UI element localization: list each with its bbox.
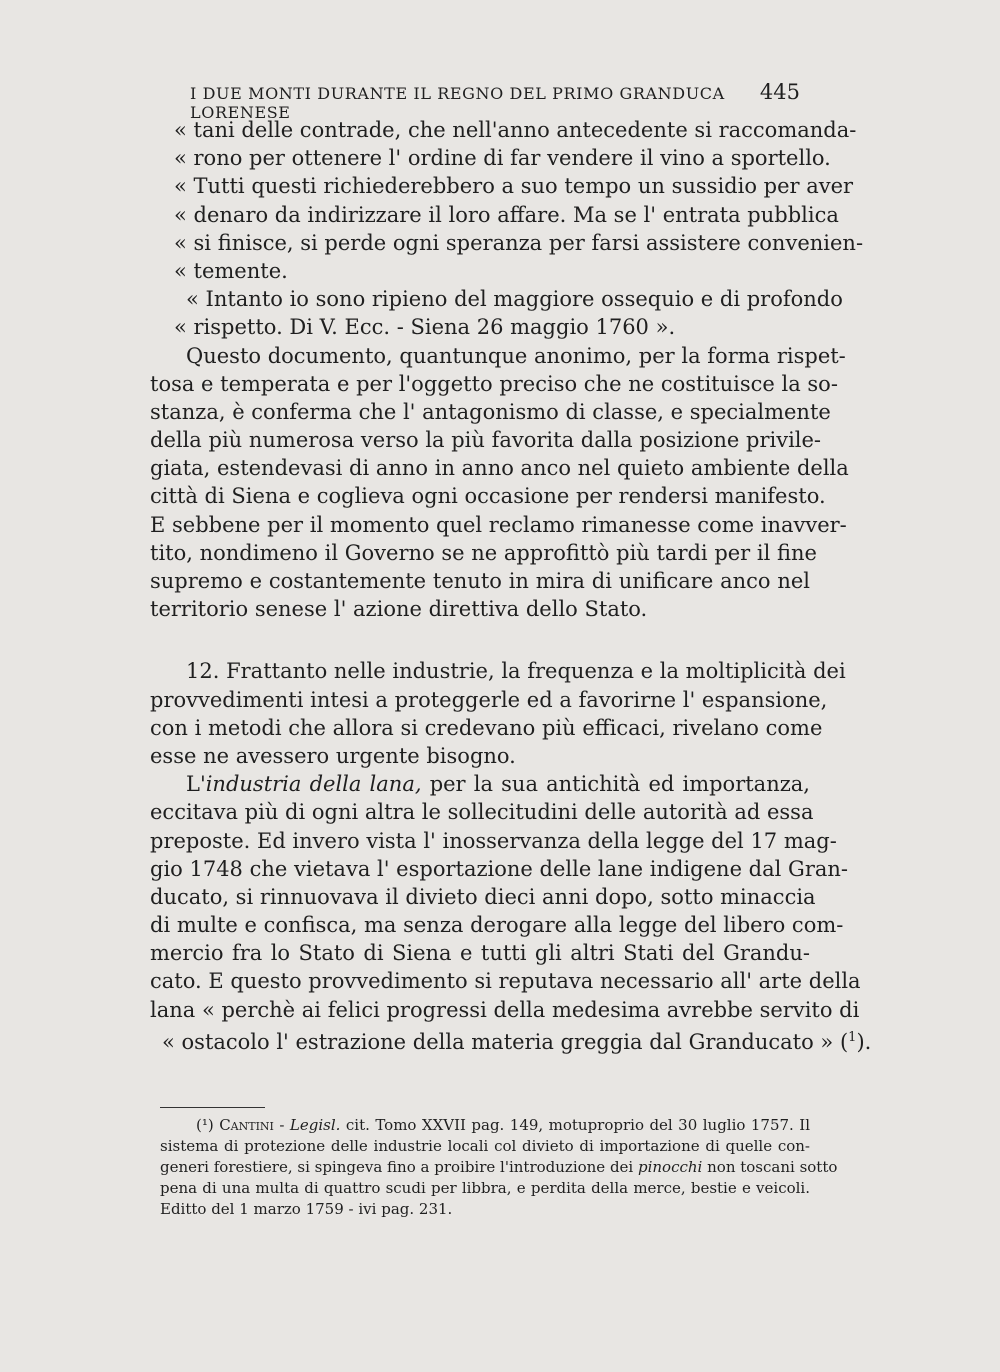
footnote-author: Cantini — [219, 1116, 274, 1134]
text-line: eccitava più di ogni altra le sollecitudini delle autorità ad essa — [150, 800, 814, 825]
italic-term: pinocchi — [638, 1158, 703, 1176]
text-line: supremo e costantemente tenuto in mira di unificare anco nel — [150, 569, 810, 593]
text-line: territorio senese l' azione direttiva dello Stato. — [150, 597, 648, 622]
text-line: città di Siena e coglieva ogni occasione per rendersi manifesto. — [150, 484, 826, 509]
text-line: esse ne avessero urgente bisogno. — [150, 743, 516, 768]
footnote-line: generi forestiere, si spingeva fino a proibire l'introduzione dei pinocchi non toscani sotto — [160, 1158, 838, 1176]
text-line: « denaro da indirizzare il loro affare. Ma se l' entrata pubblica — [174, 202, 839, 227]
text-line: « Tutti questi richiederebbero a suo tempo un sussidio per aver — [174, 174, 854, 199]
footnote-rule — [160, 1107, 265, 1108]
text-line: L'industria della lana, per la sua antichità ed importanza, — [186, 772, 810, 797]
paragraph-commentary — [150, 342, 849, 624]
text-line: gio 1748 che vietava l' esportazione delle lane indigene dal Gran- — [150, 856, 848, 881]
text-line: cato. E questo provvedimento si reputava necessario all' arte della — [150, 969, 861, 994]
text-line: della più numerosa verso la più favorita dalla posizione privile- — [150, 428, 822, 453]
text-line: mercio fra lo Stato di Siena e tutti gli altri Stati del Grandu- — [150, 941, 810, 966]
footnote-line: Editto del 1 marzo 1759 - ivi pag. 231. — [160, 1200, 453, 1218]
quoted-letter — [150, 116, 864, 285]
text-line: di multe e confisca, ma senza derogare alla legge del libero com- — [150, 913, 844, 938]
footnote-work: Legisl. — [289, 1116, 341, 1134]
text-line: Questo documento, quantunque anonimo, per la forma rispet- — [186, 343, 846, 368]
footnote-line: pena di una multa di quattro scudi per libbra, e perdita della merce, bestie e veicoli. — [160, 1179, 810, 1197]
text-line: « ostacolo l' estrazione della materia greggia dal Granducato » ($^1$). — [162, 1029, 872, 1054]
footnote-reference: 1 — [848, 1029, 857, 1045]
text-line: tito, nondimeno il Governo se ne approfittò più tardi per il fine — [150, 540, 817, 565]
footnote-line: (¹) Cantini - Legisl. cit. Tomo XXVII pag. 149, motuproprio del 30 luglio 1757. Il — [196, 1116, 811, 1134]
text-line: 12. Frattanto nelle industrie, la frequenza e la moltiplicità dei — [186, 659, 846, 684]
text-line: tosa e temperata e per l'oggetto preciso che ne costituisce la so- — [150, 371, 838, 396]
text-line: provvedimenti intesi a proteggerle ed a favorirne l' espansione, — [150, 687, 828, 712]
page-number: 445 — [759, 80, 800, 104]
main-text — [150, 116, 872, 1054]
text-line: « rispetto. Di V. Ecc. - Siena 26 maggio 1760 ». — [174, 315, 676, 340]
text-line: « si finisce, si perde ogni speranza per farsi assistere convenien- — [174, 230, 864, 255]
text-line: « temente. — [174, 258, 288, 283]
text-line: giata, estendevasi di anno in anno anco nel quieto ambiente della — [150, 456, 849, 481]
section-gap — [150, 623, 810, 657]
italic-term: industria della lana, — [205, 772, 422, 797]
text-line: E sebbene per il momento quel reclamo rimanesse come inavver- — [150, 512, 847, 537]
text-line: con i metodi che allora si credevano più efficaci, rivelano come — [150, 715, 823, 740]
text-line: preposte. Ed invero vista l' inosservanza della legge del 17 mag- — [150, 828, 837, 853]
text-line: « tani delle contrade, che nell'anno antecedente si raccomanda- — [174, 118, 857, 142]
footnote — [160, 1115, 838, 1220]
text-line: ducato, si rinnuovava il divieto dieci anni dopo, sotto minaccia — [150, 884, 816, 909]
text-line: « rono per ottenere l' ordine di far vendere il vino a sportello. — [174, 146, 831, 171]
paragraph-section-12 — [150, 657, 846, 770]
footnote-line: sistema di protezione delle industrie locali col divieto di importazione di quelle con- — [160, 1137, 810, 1155]
text-line: « Intanto io sono ripieno del maggiore ossequio e di profondo — [186, 287, 843, 312]
text-line: lana « perchè ai felici progressi della medesima avrebbe servito di — [150, 997, 860, 1022]
text-line: stanza, è conferma che l' antagonismo di classe, e specialmente — [150, 399, 831, 424]
paragraph-wool-industry — [150, 770, 872, 1054]
quoted-letter-closing — [150, 285, 843, 341]
running-title: I DUE MONTI DURANTE IL REGNO DEL PRIMO GRANDUCA LORENESE — [190, 84, 725, 122]
